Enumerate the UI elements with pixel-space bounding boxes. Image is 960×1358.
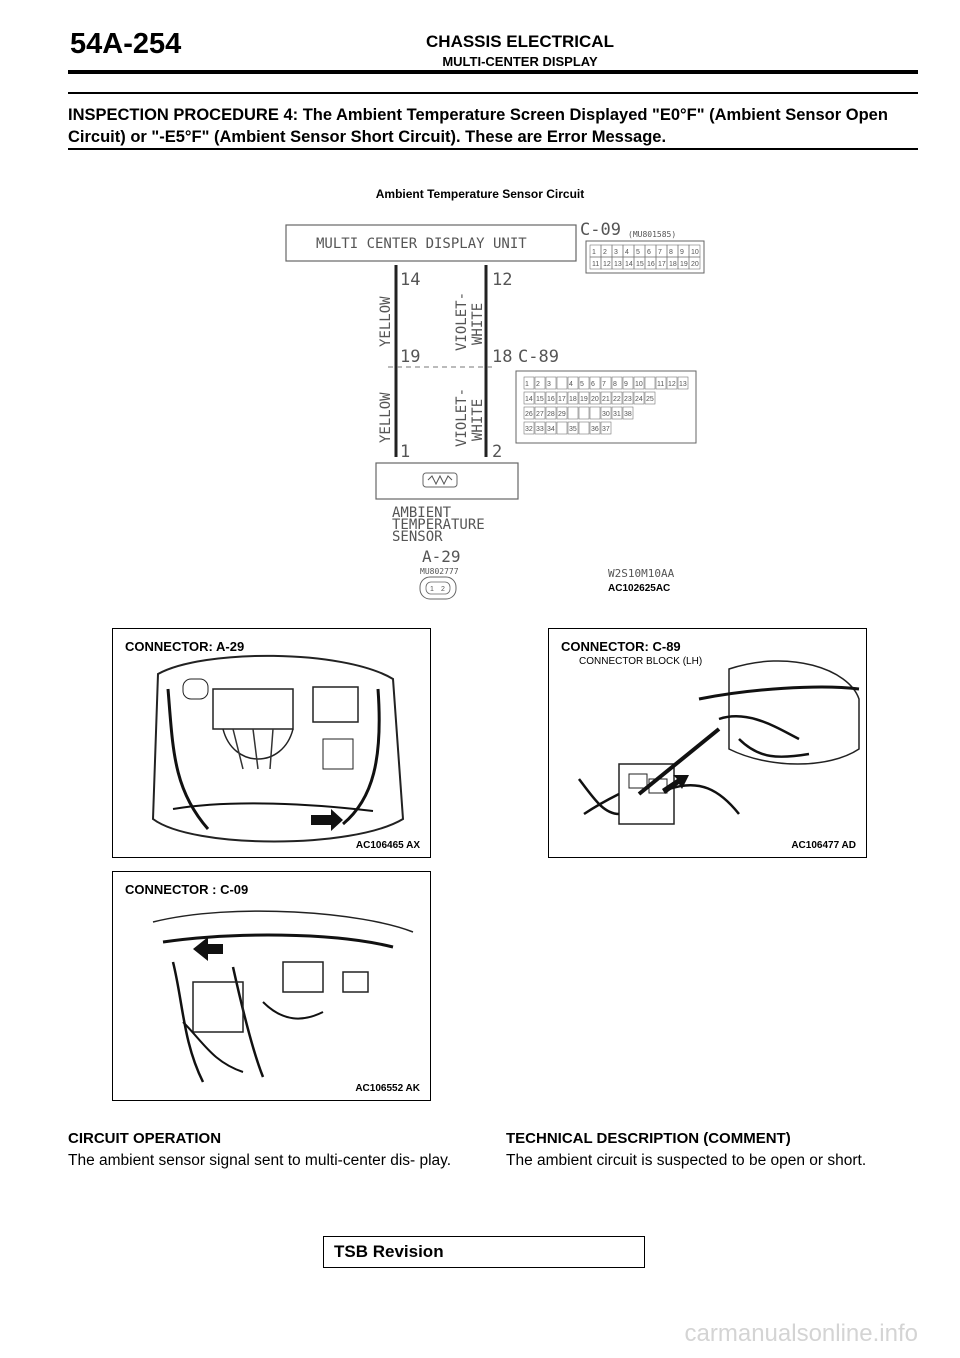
c09-connector-face <box>586 241 704 273</box>
locator-arrow <box>311 809 343 831</box>
circuit-operation-heading: CIRCUIT OPERATION <box>68 1130 222 1147</box>
c89-pin-number: 14 <box>525 396 533 403</box>
c89-pin-cell <box>557 377 567 389</box>
c89-pin-number: 22 <box>613 396 621 403</box>
c89-pin-number: 5 <box>580 381 584 388</box>
c89-pin-number: 18 <box>569 396 577 403</box>
tsb-revision-box <box>323 1236 645 1268</box>
c89-pin-number: 13 <box>679 381 687 388</box>
c09-pin-number: 15 <box>636 261 644 268</box>
c89-pin-number: 15 <box>536 396 544 403</box>
c89-pin-number: 35 <box>569 426 577 433</box>
c89-pin-number: 36 <box>591 426 599 433</box>
c89-pin-number: 23 <box>624 396 632 403</box>
c89-pin-number: 21 <box>602 396 610 403</box>
photo-connector-a29 <box>112 628 431 858</box>
c89-pin-cell <box>579 407 589 419</box>
wire-label-yellow-lower: YELLOW <box>378 392 394 443</box>
c89-pin-number: 30 <box>602 411 610 418</box>
title-bottom-rule <box>68 148 918 150</box>
c09-pin-number: 10 <box>691 249 699 256</box>
instrument-panel-drawing <box>113 872 430 1100</box>
c89-pin-cell <box>568 407 578 419</box>
header-rule <box>68 70 918 74</box>
c89-pin-number: 12 <box>668 381 676 388</box>
circuit-diagram <box>280 215 720 610</box>
watermark: carmanualsonline.info <box>684 1320 918 1347</box>
c89-pin-cell <box>579 422 589 434</box>
c09-pin-number: 11 <box>592 261 600 268</box>
c09-pin-number: 1 <box>592 249 596 256</box>
c89-connector-face <box>516 371 696 443</box>
sensor-label-1: AMBIENT <box>392 505 452 521</box>
a29-label: A-29 <box>422 547 461 566</box>
locator-arrow <box>193 937 223 961</box>
photo-code-c89: AC106477 AD <box>791 840 856 851</box>
photo-label-c09: CONNECTOR : C-09 <box>125 882 249 897</box>
a29-part: MU802777 <box>420 567 459 576</box>
wire-label-white-lower: WHITE <box>470 398 486 441</box>
c89-pin-number: 7 <box>602 381 606 388</box>
c89-pin-number: 25 <box>646 396 654 403</box>
c89-pin-cell <box>557 422 567 434</box>
photo-sub-c89: CONNECTOR BLOCK (LH) <box>579 656 703 667</box>
pin-19: 19 <box>400 347 421 367</box>
c89-pin-cell <box>645 377 655 389</box>
c89-pin-number: 10 <box>635 381 643 388</box>
photo-label-c89: CONNECTOR: C-89 <box>561 639 681 654</box>
c09-pin-number: 17 <box>658 261 666 268</box>
c89-pin-cell <box>590 407 600 419</box>
resistor-zigzag <box>428 476 452 484</box>
procedure-title: INSPECTION PROCEDURE 4: The Ambient Temperature Screen Displayed "E0°F" (Ambient Sensor Open Circuit) or "-E5°F" (Ambient Sensor Short Circuit). These are Error Message. <box>68 106 888 146</box>
c89-pin-number: 37 <box>602 426 610 433</box>
c89-pin-number: 31 <box>613 411 621 418</box>
pin-18: 18 <box>492 347 513 367</box>
c89-pin-number: 4 <box>569 381 573 388</box>
c89-pin-number: 27 <box>536 411 544 418</box>
technical-description-heading: TECHNICAL DESCRIPTION (COMMENT) <box>506 1130 791 1147</box>
section-title: CHASSIS ELECTRICAL <box>426 32 614 51</box>
page-number: 54A-254 <box>70 28 182 60</box>
c89-label: C-89 <box>518 347 559 367</box>
c09-pin-number: 20 <box>691 261 699 268</box>
photo-code-c09: AC106552 AK <box>355 1083 420 1094</box>
c09-pin-number: 2 <box>603 249 607 256</box>
c89-pin-number: 2 <box>536 381 540 388</box>
c89-pin-number: 11 <box>657 381 665 388</box>
engine-bay-drawing <box>113 629 430 857</box>
wire-label-yellow-upper: YELLOW <box>378 296 394 347</box>
title-top-rule <box>68 92 918 94</box>
c89-pin-number: 20 <box>591 396 599 403</box>
c09-part: (MU801585) <box>628 230 677 239</box>
photo-label-a29: CONNECTOR: A-29 <box>125 639 245 654</box>
c09-pin-number: 19 <box>680 261 688 268</box>
c89-pin-number: 6 <box>591 381 595 388</box>
c89-pin-number: 8 <box>613 381 617 388</box>
sensor-label-3: SENSOR <box>392 529 443 545</box>
c89-pin-number: 32 <box>525 426 533 433</box>
technical-description-text: The ambient circuit is suspected to be open or short. <box>506 1152 867 1169</box>
svg-text:2: 2 <box>441 586 445 593</box>
c09-pin-number: 5 <box>636 249 640 256</box>
a29-connector-face <box>420 577 456 599</box>
photo-connector-c89 <box>548 628 867 858</box>
diagram-title: Ambient Temperature Sensor Circuit <box>375 187 585 201</box>
circuit-operation-text: The ambient sensor signal sent to multi-center dis- play. <box>68 1152 452 1169</box>
c89-pin-number: 19 <box>580 396 588 403</box>
subsection-title: MULTI-CENTER DISPLAY <box>442 54 598 69</box>
c89-pin-number: 16 <box>547 396 555 403</box>
c89-pin-number: 26 <box>525 411 533 418</box>
c89-pin-number: 17 <box>558 396 566 403</box>
c89-pin-number: 29 <box>558 411 566 418</box>
c09-pin-number: 18 <box>669 261 677 268</box>
c89-pin-number: 34 <box>547 426 555 433</box>
c09-pin-number: 13 <box>614 261 622 268</box>
tsb-revision-label: TSB Revision <box>334 1242 444 1261</box>
c09-pin-number: 9 <box>680 249 684 256</box>
c89-pin-number: 3 <box>547 381 551 388</box>
wire-label-white-upper: WHITE <box>470 302 486 345</box>
c09-pin-number: 6 <box>647 249 651 256</box>
c09-pin-number: 16 <box>647 261 655 268</box>
sensor-box <box>376 463 518 499</box>
display-unit-label: MULTI CENTER DISPLAY UNIT <box>316 236 527 252</box>
c89-pin-number: 28 <box>547 411 555 418</box>
pin-2: 2 <box>492 442 503 462</box>
c09-pin-number: 8 <box>669 249 673 256</box>
svg-text:1: 1 <box>430 586 434 593</box>
c09-pin-number: 12 <box>603 261 611 268</box>
c09-pin-number: 3 <box>614 249 618 256</box>
c09-label: C-09 <box>580 220 621 240</box>
pin-1: 1 <box>400 442 411 462</box>
c09-pin-number: 7 <box>658 249 662 256</box>
c89-pin-number: 9 <box>624 381 628 388</box>
photo-connector-c09 <box>112 871 431 1101</box>
pin-14: 14 <box>400 270 421 290</box>
pin-12: 12 <box>492 270 513 290</box>
c89-pin-number: 33 <box>536 426 544 433</box>
c89-pin-number: 24 <box>635 396 643 403</box>
wire-label-violet-lower: VIOLET- <box>454 387 470 447</box>
c89-pin-number: 1 <box>525 381 529 388</box>
photo-code-a29: AC106465 AX <box>355 840 420 851</box>
sensor-label-2: TEMPERATURE <box>392 517 485 533</box>
drawing-code: W2S10M10AA <box>608 567 675 580</box>
wire-label-violet-upper: VIOLET- <box>454 291 470 351</box>
c09-pin-number: 4 <box>625 249 629 256</box>
c89-pin-number: 38 <box>624 411 632 418</box>
figure-code: AC102625AC <box>608 583 671 594</box>
c09-pin-number: 14 <box>625 261 633 268</box>
